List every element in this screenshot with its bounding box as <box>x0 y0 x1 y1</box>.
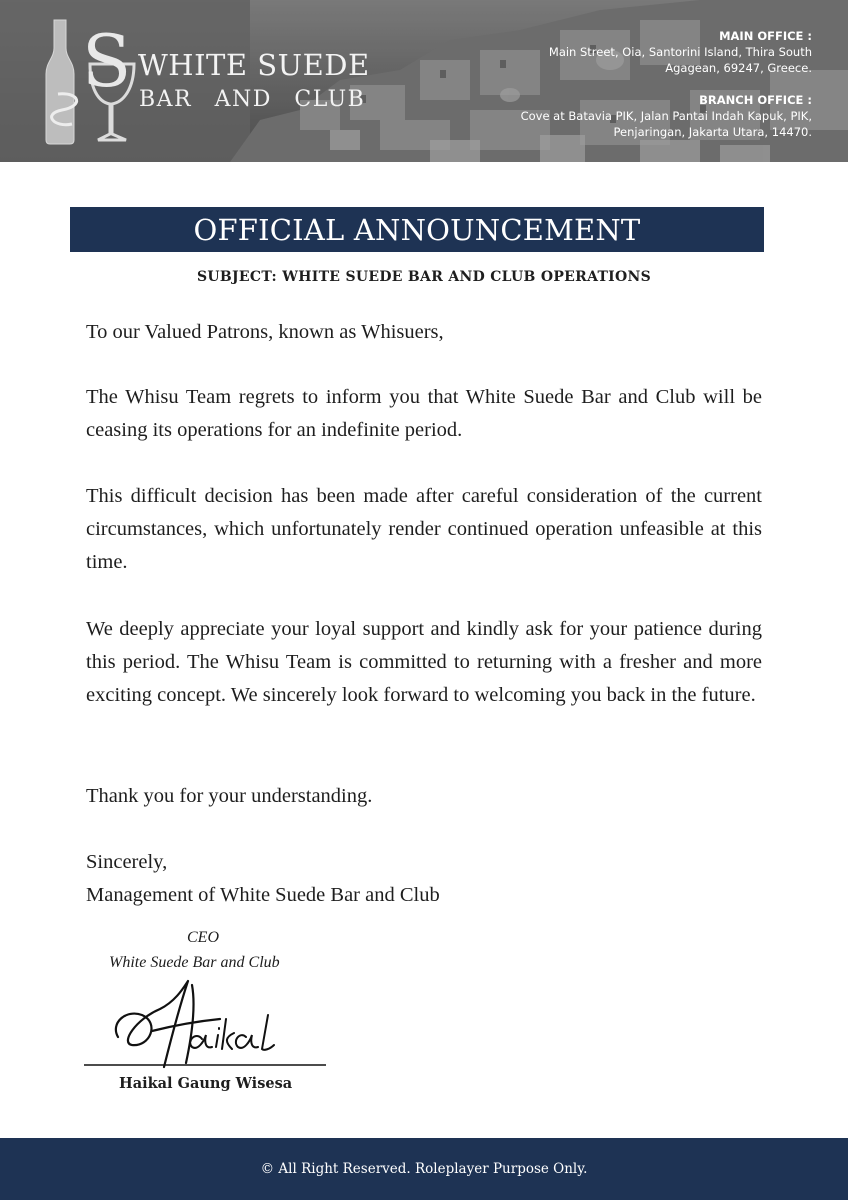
footer-copyright: © All Right Reserved. Roleplayer Purpose Only. <box>260 1161 588 1177</box>
signatory-role: CEO <box>187 929 219 946</box>
bottle-and-glass-logo-icon <box>40 14 140 146</box>
closing: Sincerely, <box>86 851 168 873</box>
main-office-line: Main Street, Oia, Santorini Island, Thira South <box>548 45 812 59</box>
signatory-name: Haikal Gaung Wisesa <box>119 1075 293 1092</box>
letterhead-header <box>0 0 848 162</box>
branch-office-line: Penjaringan, Jakarta Utara, 14470. <box>613 125 812 139</box>
logo-s-letter: S <box>82 19 132 103</box>
body-paragraph: The Whisu Team regrets to inform you that White Suede Bar and Club will be ceasing its operations for an indefinite period. <box>86 386 762 441</box>
thanks-line: Thank you for your understanding. <box>86 785 373 807</box>
signatory-organization: White Suede Bar and Club <box>109 954 280 971</box>
body-paragraph: This difficult decision has been made after careful consideration of the current circumstances, which unfortunately render continued operation unfeasible at this time. <box>86 485 762 573</box>
brand-name: WHITE SUEDE <box>138 48 370 82</box>
handwritten-signature <box>80 975 330 1075</box>
page-footer <box>0 1138 848 1200</box>
branch-office-label: BRANCH OFFICE : <box>699 93 812 107</box>
main-office-line: Agagean, 69247, Greece. <box>665 61 812 75</box>
announcement-title: OFFICIAL ANNOUNCEMENT <box>70 207 764 252</box>
subject-line: SUBJECT: WHITE SUEDE BAR AND CLUB OPERATIONS <box>196 269 652 285</box>
branch-office-line: Cove at Batavia PIK, Jalan Pantai Indah Kapuk, PIK, <box>520 109 812 123</box>
body-paragraph: We deeply appreciate your loyal support and kindly ask for your patience during this period. The Whisu Team is committed to returning with a fresher and more exciting concept. We sincerely look forward to welcoming you back in the future. <box>86 618 762 706</box>
main-office-label: MAIN OFFICE : <box>719 29 812 43</box>
main-office-address <box>549 28 812 76</box>
sender: Management of White Suede Bar and Club <box>86 884 440 906</box>
brand-subtitle: BAR AND CLUB <box>139 87 366 112</box>
branch-office-address <box>521 92 812 140</box>
greeting: To our Valued Patrons, known as Whisuers, <box>86 321 444 343</box>
